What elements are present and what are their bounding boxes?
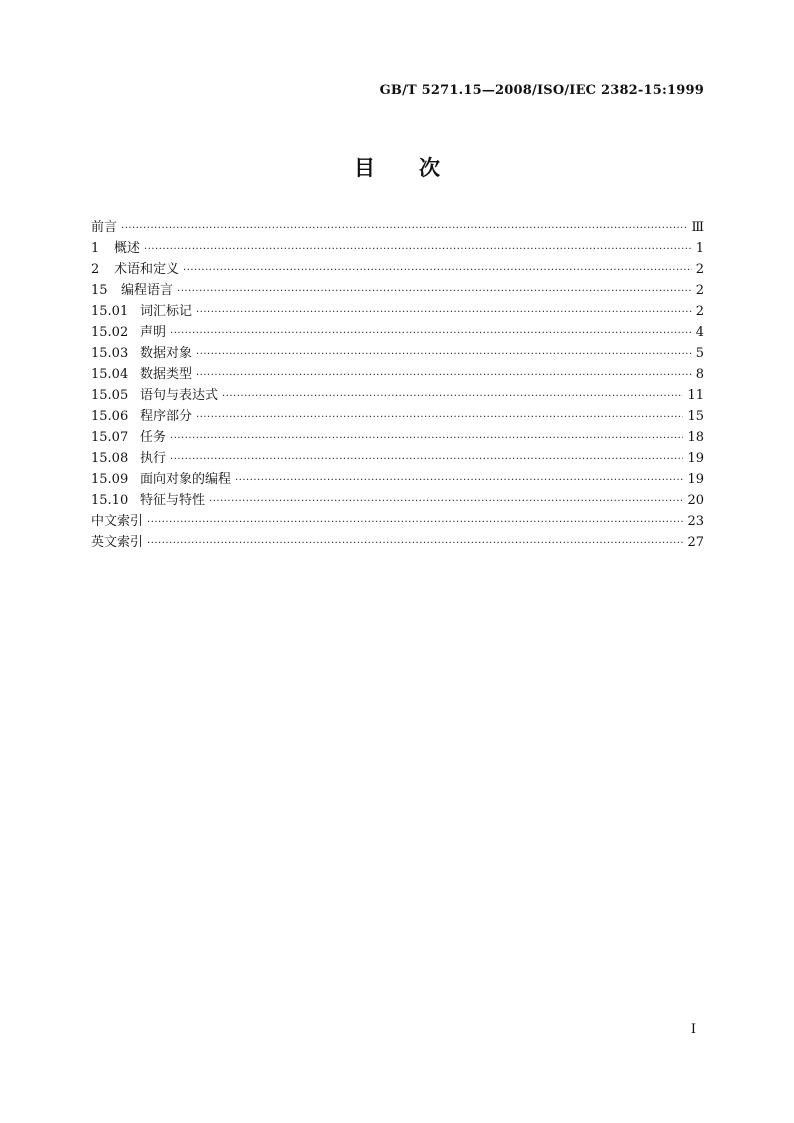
toc-item-page: 15 bbox=[687, 409, 704, 424]
toc-dot-leader bbox=[196, 365, 692, 386]
toc-item-label: 程序部分 bbox=[140, 409, 193, 424]
toc-item-label: 面向对象的编程 bbox=[140, 472, 232, 487]
toc-item-page: 27 bbox=[687, 535, 704, 550]
toc-dot-leader bbox=[196, 407, 683, 428]
toc-item-label: 数据类型 bbox=[140, 367, 193, 382]
toc-item-number: 15.01 bbox=[91, 304, 129, 319]
toc-dot-leader bbox=[235, 470, 683, 491]
toc-item-number: 15.07 bbox=[91, 430, 129, 445]
page-title bbox=[0, 152, 794, 182]
toc-dot-leader bbox=[209, 491, 683, 512]
toc-item-page: 19 bbox=[687, 472, 704, 487]
toc-item-label: 术语和定义 bbox=[114, 262, 180, 277]
toc-item-page: 5 bbox=[695, 346, 704, 361]
toc-item[interactable] bbox=[91, 301, 704, 322]
toc-item-page: 11 bbox=[687, 388, 704, 403]
toc-dot-leader bbox=[147, 512, 683, 533]
toc-item-number: 2 bbox=[91, 262, 100, 277]
standard-number-header: GB/T 5271.15—2008/ISO/IEC 2382-15:1999 bbox=[379, 83, 704, 98]
toc-item-number: 15.02 bbox=[91, 325, 129, 340]
toc-item-page: 19 bbox=[687, 451, 704, 466]
title-char-1: 目 bbox=[354, 155, 375, 180]
toc-item-number: 15.04 bbox=[91, 367, 129, 382]
toc-dot-leader bbox=[177, 281, 692, 302]
toc-dot-leader bbox=[147, 533, 683, 554]
toc-item-label: 概述 bbox=[114, 241, 141, 256]
toc-item[interactable] bbox=[91, 217, 704, 238]
toc-item-page: 8 bbox=[695, 367, 704, 382]
toc-dot-leader bbox=[170, 428, 683, 449]
toc-item[interactable] bbox=[91, 238, 704, 259]
toc-item-label: 前言 bbox=[91, 220, 118, 235]
toc-dot-leader bbox=[196, 302, 692, 323]
toc-item-number: 15 bbox=[91, 283, 108, 298]
toc-item[interactable] bbox=[91, 469, 704, 490]
toc-item-page: 20 bbox=[687, 493, 704, 508]
title-char-2: 次 bbox=[419, 155, 440, 180]
toc-item[interactable] bbox=[91, 343, 704, 364]
toc-item-page: 1 bbox=[695, 241, 704, 256]
toc-dot-leader bbox=[170, 323, 692, 344]
toc-item[interactable] bbox=[91, 259, 704, 280]
toc-item-page: 2 bbox=[695, 262, 704, 277]
toc-item[interactable] bbox=[91, 280, 704, 301]
toc-item-page: 23 bbox=[687, 514, 704, 529]
page-number: I bbox=[690, 1022, 696, 1037]
toc-item[interactable] bbox=[91, 364, 704, 385]
toc-item-page: 18 bbox=[687, 430, 704, 445]
toc-item[interactable] bbox=[91, 385, 704, 406]
toc-item-label: 任务 bbox=[140, 430, 167, 445]
toc-item-number: 15.06 bbox=[91, 409, 129, 424]
toc-item-number: 15.10 bbox=[91, 493, 129, 508]
toc-item-page: 2 bbox=[695, 304, 704, 319]
toc-item-number: 15.09 bbox=[91, 472, 129, 487]
toc-item-number: 15.08 bbox=[91, 451, 129, 466]
toc-item[interactable] bbox=[91, 532, 704, 553]
toc-item-page: 2 bbox=[695, 283, 704, 298]
toc-item-label: 语句与表达式 bbox=[140, 388, 219, 403]
toc-item-number: 15.05 bbox=[91, 388, 129, 403]
toc-dot-leader bbox=[170, 449, 683, 470]
toc-item[interactable] bbox=[91, 511, 704, 532]
toc-item-label: 执行 bbox=[140, 451, 167, 466]
toc-dot-leader bbox=[196, 344, 692, 365]
toc-item[interactable] bbox=[91, 322, 704, 343]
toc-item-label: 英文索引 bbox=[91, 535, 144, 550]
toc-dot-leader bbox=[222, 386, 683, 407]
toc-item-label: 编程语言 bbox=[121, 283, 174, 298]
toc-item-label: 数据对象 bbox=[140, 346, 193, 361]
toc-dot-leader bbox=[144, 239, 692, 260]
toc-dot-leader bbox=[121, 218, 687, 239]
toc-item[interactable] bbox=[91, 448, 704, 469]
toc-item-label: 特征与特性 bbox=[140, 493, 206, 508]
toc-item[interactable] bbox=[91, 490, 704, 511]
toc-item[interactable] bbox=[91, 406, 704, 427]
toc-dot-leader bbox=[183, 260, 692, 281]
toc-item-label: 声明 bbox=[140, 325, 167, 340]
toc-item-number: 15.03 bbox=[91, 346, 129, 361]
toc-item-page: Ⅲ bbox=[691, 220, 704, 235]
toc-item-label: 词汇标记 bbox=[140, 304, 193, 319]
toc-item-page: 4 bbox=[695, 325, 704, 340]
toc-item-label: 中文索引 bbox=[91, 514, 144, 529]
toc-item[interactable] bbox=[91, 427, 704, 448]
table-of-contents bbox=[91, 217, 704, 553]
toc-item-number: 1 bbox=[91, 241, 100, 256]
